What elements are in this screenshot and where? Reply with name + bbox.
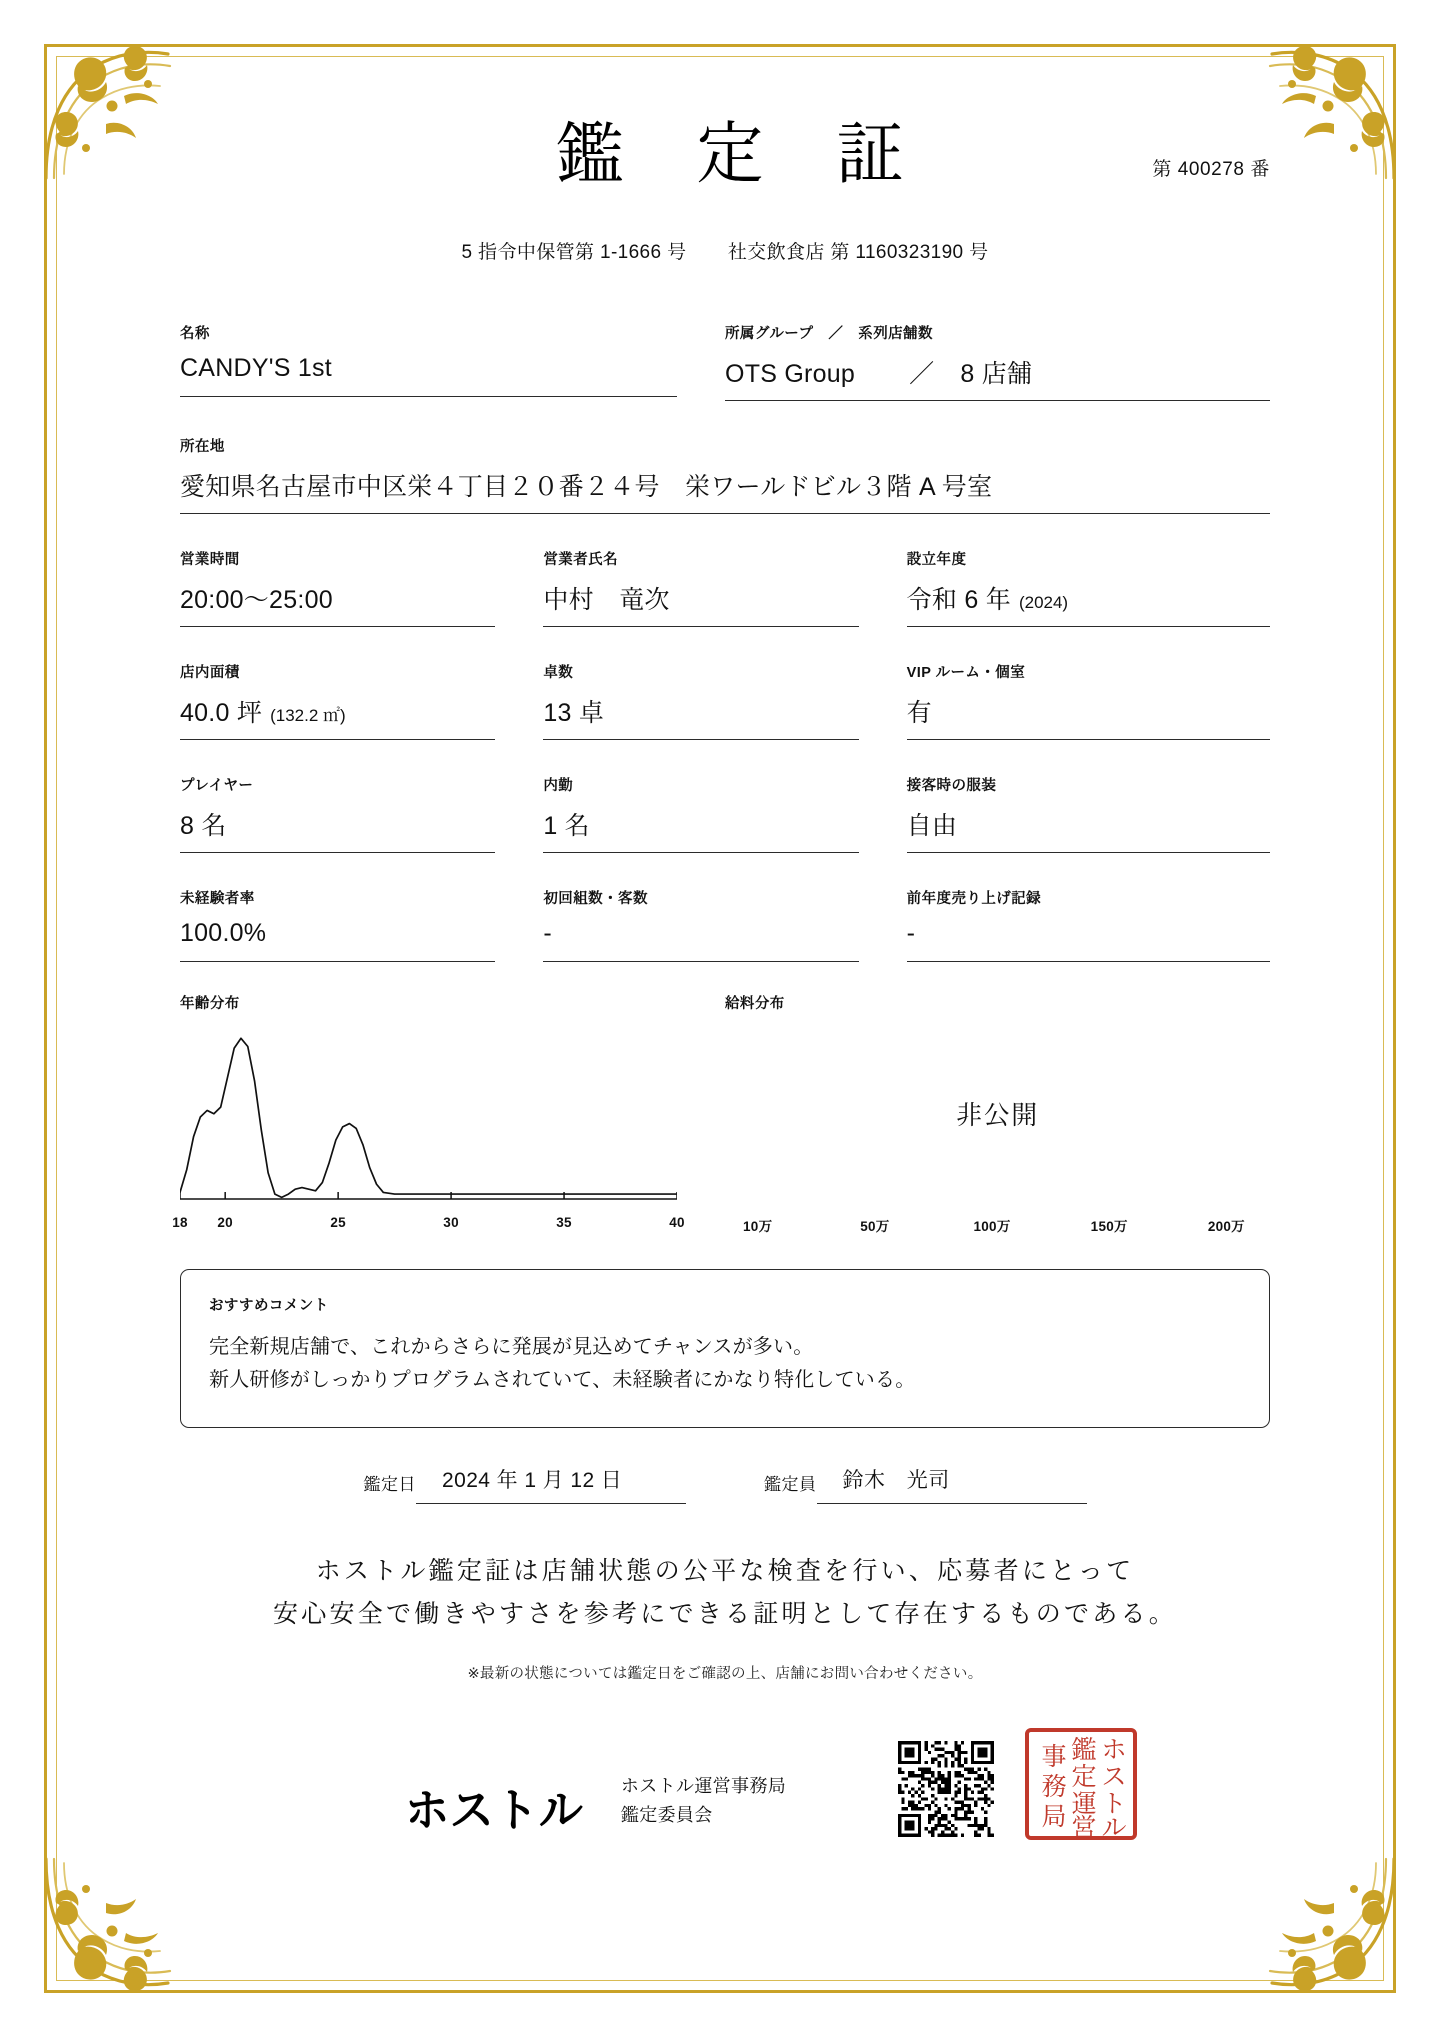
hostolu-logo: ホストル (405, 1784, 584, 1836)
salary-axis-tick: 100万 (973, 1219, 1011, 1234)
field-tables (543, 661, 906, 740)
field-group-separator: ／ (909, 360, 935, 388)
field-players (180, 774, 543, 853)
svg-text:事: 事 (1041, 1744, 1067, 1771)
svg-text:ホ: ホ (1101, 1737, 1127, 1764)
field-row-area-tables-vip (180, 661, 1270, 740)
footer (180, 1713, 1270, 1842)
salary-distribution-plot (725, 1017, 1270, 1213)
brand-block (405, 1772, 787, 1836)
field-vip (907, 661, 1270, 740)
license-number-1: 5 指令中保管第 1-1666 号 (461, 242, 687, 263)
statement-line-2: 安心安全で働きやすさを参考にできる証明として存在するものである。 (272, 1601, 1177, 1628)
age-axis-tick: 20 (217, 1215, 233, 1230)
field-last-year-sales-label: 前年度売り上げ記録 (906, 891, 1042, 907)
field-area-sqm: (132.2 ㎡) (270, 706, 346, 725)
license-number-2: 社交飲食店 第 1160323190 号 (727, 242, 989, 263)
field-founded-label: 設立年度 (906, 552, 967, 568)
field-players-label: プレイヤー (180, 778, 254, 794)
certificate-number: 第 400278 番 (1152, 159, 1270, 180)
inspector-value: 鈴木 光司 (817, 1464, 1087, 1504)
corner-ornament-bottom-left (36, 1851, 186, 2001)
field-address-label: 所在地 (180, 439, 225, 455)
field-name (180, 322, 725, 401)
issuing-org (621, 1772, 786, 1833)
field-name-label: 名称 (180, 326, 210, 342)
field-address-value: 愛知県名古屋市中区栄４丁目２０番２４号 栄ワールドビル３階 A 号室 (180, 467, 1270, 514)
field-last-year-sales-value: - (907, 919, 1270, 962)
recommendation-comment-line-1: 完全新規店舗で、これからさらに発展が見込めてチャンスが多い。 (209, 1336, 814, 1358)
field-tables-value: 13 卓 (543, 693, 858, 740)
age-distribution-axis (172, 1215, 685, 1235)
age-axis-tick: 30 (443, 1215, 459, 1230)
issuing-org-line-1: ホストル運営事務局 (620, 1775, 787, 1796)
svg-text:局: 局 (1041, 1804, 1067, 1831)
field-row-name-group (180, 322, 1270, 401)
age-distribution-plot (180, 1017, 677, 1213)
field-area-value (180, 693, 495, 740)
field-internal-staff-label: 内勤 (543, 778, 574, 794)
salary-axis-tick: 50万 (860, 1219, 890, 1234)
inspection-date-value: 2024 年 1 月 12 日 (416, 1464, 686, 1504)
field-hours (180, 548, 543, 627)
field-tables-label: 卓数 (543, 665, 574, 681)
field-founded-era: 令和 6 年 (906, 586, 1011, 614)
field-vip-value: 有 (907, 693, 1270, 740)
age-axis-tick: 18 (172, 1215, 188, 1230)
field-inexperienced-rate-value: 100.0% (180, 919, 495, 962)
svg-text:ス: ス (1101, 1764, 1127, 1791)
field-founded-value (907, 580, 1270, 627)
page-title: 鑑 定 証 (556, 118, 932, 192)
salary-private-label: 非公開 (956, 1100, 1039, 1130)
field-address (180, 435, 1270, 514)
field-founded-year: (2024) (1018, 593, 1069, 612)
inspector-label: 鑑定員 (764, 1475, 817, 1494)
svg-text:ト: ト (1101, 1791, 1127, 1818)
corner-ornament-top-right (1254, 36, 1404, 186)
field-group-store-count: 8 店舗 (960, 360, 1033, 388)
field-name-value: CANDY'S 1st (180, 354, 677, 397)
field-first-visit-value: - (543, 919, 858, 962)
corner-ornament-top-left (36, 36, 186, 186)
field-grid (180, 322, 1270, 962)
license-line (180, 237, 1270, 264)
field-owner-value: 中村 竜次 (543, 580, 858, 627)
recommendation-comment-label: おすすめコメント (209, 1298, 329, 1314)
corner-ornament-bottom-right (1254, 1851, 1404, 2001)
field-row-hours-owner-founded (180, 548, 1270, 627)
field-group (725, 322, 1270, 401)
field-dress-code (907, 774, 1270, 853)
age-axis-tick: 40 (669, 1215, 685, 1230)
certificate-content (172, 96, 1270, 1842)
field-internal-staff-value: 1 名 (543, 806, 858, 853)
recommendation-comment-box (180, 1269, 1270, 1428)
title-row (180, 96, 1270, 214)
field-first-visit (543, 887, 906, 962)
signature-row (180, 1464, 1270, 1504)
field-row-players-internal-dress (180, 774, 1270, 853)
field-area-tsubo: 40.0 坪 (180, 699, 263, 727)
recommendation-comment-line-2: 新人研修がしっかりプログラムされていて、未経験者にかなり特化している。 (209, 1369, 916, 1391)
certificate-statement (180, 1550, 1270, 1636)
salary-distribution-title: 給料分布 (725, 996, 785, 1012)
statement-line-1: ホストル鑑定証は店舗状態の公平な検査を行い、応募者にとって (315, 1558, 1135, 1585)
svg-text:営: 営 (1071, 1815, 1097, 1842)
issuing-org-line-2: 鑑定委員会 (620, 1804, 713, 1825)
field-area (180, 661, 543, 740)
age-distribution-title: 年齢分布 (180, 996, 240, 1012)
field-owner-label: 営業者氏名 (543, 552, 619, 568)
field-inexperienced-rate (180, 887, 543, 962)
field-group-value (725, 354, 1270, 401)
field-inexperienced-rate-label: 未経験者率 (180, 891, 255, 907)
salary-distribution-axis (725, 1215, 1270, 1235)
field-players-value: 8 名 (180, 806, 495, 853)
svg-text:定: 定 (1071, 1764, 1097, 1791)
field-row-inexperienced-firstvisit-lastyear (180, 887, 1270, 962)
field-hours-value: 20:00〜25:00 (180, 580, 495, 627)
inspector (764, 1464, 1087, 1504)
field-first-visit-label: 初回組数・客数 (543, 891, 648, 907)
charts-section (172, 992, 1270, 1235)
field-dress-code-value: 自由 (907, 806, 1270, 853)
field-vip-label: VIP ルーム・個室 (906, 665, 1026, 681)
field-area-label: 店内面積 (180, 665, 240, 681)
field-last-year-sales (907, 887, 1270, 962)
official-seal (1022, 1725, 1140, 1843)
svg-text:鑑: 鑑 (1071, 1737, 1097, 1764)
svg-text:務: 務 (1041, 1774, 1067, 1801)
field-owner (543, 548, 906, 627)
field-group-name: OTS Group (725, 360, 856, 388)
field-founded (907, 548, 1270, 627)
field-dress-code-label: 接客時の服装 (906, 778, 997, 794)
field-internal-staff (543, 774, 906, 853)
age-axis-tick: 25 (330, 1215, 346, 1230)
salary-axis-tick: 150万 (1090, 1219, 1128, 1234)
statement-disclaimer: ※最新の状態については鑑定日をご確認の上、店舗にお問い合わせください。 (467, 1666, 983, 1682)
age-distribution-chart (172, 992, 725, 1235)
field-row-address (180, 435, 1270, 514)
age-axis-tick: 35 (556, 1215, 572, 1230)
field-group-label: 所属グループ ／ 系列店舗数 (725, 326, 933, 342)
inspection-date (363, 1464, 686, 1504)
salary-axis-tick: 200万 (1207, 1219, 1245, 1234)
field-hours-label: 営業時間 (180, 552, 240, 568)
inspection-date-label: 鑑定日 (363, 1475, 416, 1494)
salary-distribution-chart (725, 992, 1270, 1235)
svg-text:運: 運 (1071, 1791, 1097, 1818)
svg-text:ル: ル (1101, 1815, 1127, 1842)
qr-code (898, 1741, 994, 1837)
salary-axis-tick: 10万 (743, 1219, 773, 1234)
